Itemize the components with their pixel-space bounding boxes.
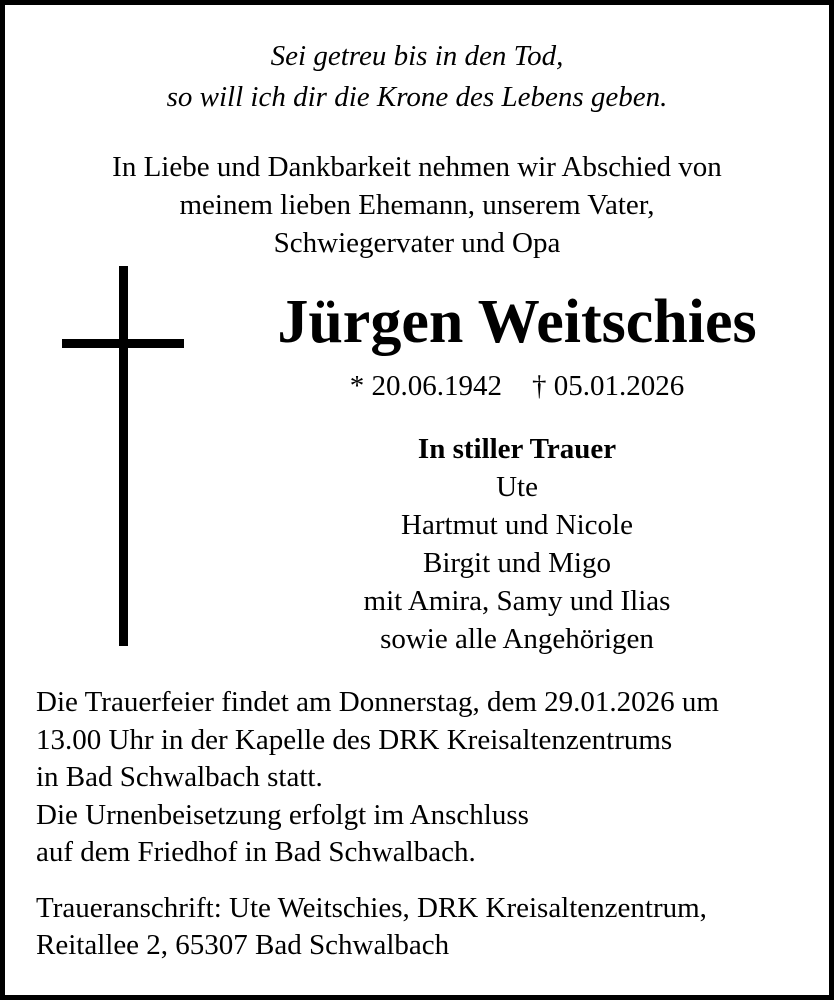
- funeral-line: auf dem Friedhof in Bad Schwalbach.: [36, 836, 476, 868]
- death-date: † 05.01.2026: [532, 370, 685, 402]
- funeral-line: 13.00 Uhr in der Kapelle des DRK Kreisaltenzentrums: [36, 723, 673, 756]
- mourner-line: Ute: [496, 471, 538, 503]
- cross-icon: [62, 266, 184, 646]
- funeral-line: Die Urnenbeisetzung erfolgt im Anschluss: [36, 798, 529, 831]
- mourner-line: mit Amira, Samy und Ilias: [363, 585, 671, 617]
- mourners-heading: In stiller Trauer: [417, 433, 617, 465]
- mourner-line: Birgit und Migo: [423, 547, 611, 579]
- cross-horizontal-bar: [62, 339, 184, 348]
- bible-verse: [0, 36, 834, 118]
- intro-line: Schwiegervater und Opa: [273, 227, 561, 259]
- funeral-line: in Bad Schwalbach statt.: [36, 761, 323, 793]
- birth-date: * 20.06.1942: [349, 370, 502, 402]
- intro-line: In Liebe und Dankbarkeit nehmen wir Abschied von: [112, 151, 722, 183]
- verse-line: Sei getreu bis in den Tod,: [270, 40, 564, 72]
- farewell-intro: [0, 148, 834, 262]
- mourners-list: [200, 430, 834, 658]
- address-line: Reitallee 2, 65307 Bad Schwalbach: [36, 929, 450, 961]
- deceased-name: Jürgen Weitschies: [277, 288, 757, 356]
- cross-vertical-bar: [119, 266, 128, 646]
- funeral-details: [36, 684, 816, 872]
- intro-line: meinem lieben Ehemann, unserem Vater,: [179, 189, 655, 221]
- mourner-line: sowie alle Angehörigen: [380, 623, 654, 655]
- funeral-line: Die Trauerfeier findet am Donnerstag, dem 29.01.2026 um: [36, 686, 719, 718]
- mourner-line: Hartmut und Nicole: [401, 509, 633, 541]
- address-line: Traueranschrift: Ute Weitschies, DRK Kreisaltenzentrum,: [36, 892, 707, 924]
- condolence-address: [36, 890, 816, 964]
- verse-line: so will ich dir die Krone des Lebens geben.: [166, 81, 668, 113]
- life-dates: [200, 366, 834, 406]
